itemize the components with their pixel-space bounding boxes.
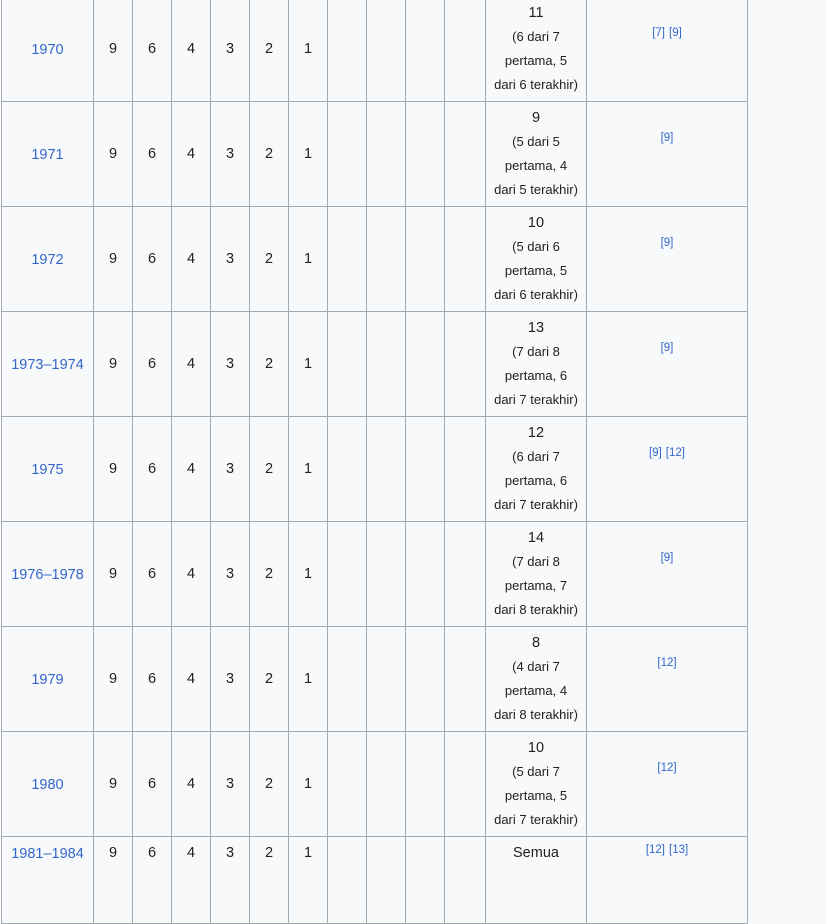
table-row [2,207,826,312]
empty-points-cell [367,207,406,312]
season-cell [2,837,94,924]
points-cell-position-4: 3 [211,417,250,522]
points-cell-position-1: 9 [94,522,133,627]
races-counted-detail: (5 dari 5 pertama, 4 dari 5 terakhir) [494,134,578,197]
points-cell-position-2: 6 [133,207,172,312]
races-counted-detail: (7 dari 8 pertama, 6 dari 7 terakhir) [494,344,578,407]
citation-link[interactable]: [7] [652,27,665,39]
races-counted-cell [486,0,587,102]
points-cell-position-2: 6 [133,102,172,207]
races-counted-detail: (6 dari 7 pertama, 5 dari 6 terakhir) [494,29,578,92]
season-link[interactable]: 1972 [31,251,64,268]
empty-points-cell [328,837,367,924]
citation-link[interactable]: [9] [660,237,674,249]
empty-points-cell [367,522,406,627]
points-cell-position-6: 1 [289,627,328,732]
races-counted-value: 13 [527,320,545,336]
races-counted-value: 8 [531,635,541,651]
references-cell [587,0,748,102]
citation-link[interactable]: [12] [645,844,665,856]
season-cell [2,0,94,102]
points-cell-position-4: 3 [211,732,250,837]
table-row [2,312,826,417]
empty-points-cell [328,522,367,627]
empty-points-cell [328,417,367,522]
points-cell-position-6: 1 [289,312,328,417]
points-cell-position-2: 6 [133,522,172,627]
points-cell-position-3: 4 [172,417,211,522]
citation-link[interactable]: [12] [657,657,677,669]
references-cell [587,102,748,207]
points-cell-position-5: 2 [250,207,289,312]
points-cell-position-6: 1 [289,207,328,312]
table-row [2,522,826,627]
races-counted-cell [486,312,587,417]
season-link[interactable]: 1981–1984 [11,846,84,862]
empty-points-cell [328,627,367,732]
table-row [2,837,826,924]
citation-link[interactable]: [12] [657,762,677,774]
points-cell-position-3: 4 [172,522,211,627]
empty-points-cell [406,417,445,522]
empty-points-cell [406,522,445,627]
points-cell-position-2: 6 [133,627,172,732]
points-cell-position-4: 3 [211,312,250,417]
table-row [2,732,826,837]
empty-points-cell [328,0,367,102]
empty-points-cell [445,522,486,627]
races-counted-value: 9 [531,110,541,126]
races-counted-detail: (7 dari 8 pertama, 7 dari 8 terakhir) [494,554,578,617]
points-cell-position-3: 4 [172,627,211,732]
empty-points-cell [445,627,486,732]
season-link[interactable]: 1970 [31,41,64,58]
season-cell [2,627,94,732]
points-cell-position-6: 1 [289,522,328,627]
points-cell-position-5: 2 [250,732,289,837]
season-cell [2,732,94,837]
empty-points-cell [406,207,445,312]
races-counted-cell [486,522,587,627]
table-row [2,417,826,522]
season-link[interactable]: 1976–1978 [11,566,84,583]
races-counted-value: 12 [527,425,545,441]
empty-points-cell [328,732,367,837]
empty-points-cell [406,312,445,417]
points-cell-position-1: 9 [94,0,133,102]
empty-points-cell [406,837,445,924]
season-link[interactable]: 1971 [31,146,64,163]
points-cell-position-1: 9 [94,207,133,312]
points-cell-position-5: 2 [250,312,289,417]
points-cell-position-1: 9 [94,102,133,207]
empty-points-cell [445,732,486,837]
season-link[interactable]: 1973–1974 [11,356,84,373]
points-cell-position-4: 3 [211,837,250,924]
points-cell-position-2: 6 [133,837,172,924]
points-cell-position-1: 9 [94,732,133,837]
season-cell [2,102,94,207]
points-cell-position-4: 3 [211,0,250,102]
races-counted-value: 10 [527,740,545,756]
season-cell [2,522,94,627]
races-counted-cell [486,627,587,732]
races-counted-cell [486,417,587,522]
empty-points-cell [367,102,406,207]
races-counted-detail: (4 dari 7 pertama, 4 dari 8 terakhir) [494,659,578,722]
references-cell [587,732,748,837]
points-cell-position-1: 9 [94,312,133,417]
citation-link[interactable]: [9] [669,27,682,39]
empty-points-cell [367,837,406,924]
empty-points-cell [445,837,486,924]
empty-points-cell [367,0,406,102]
points-cell-position-6: 1 [289,837,328,924]
citation-link[interactable]: [9] [660,132,674,144]
references-cell [587,312,748,417]
citation-link[interactable]: [9] [649,447,662,459]
empty-points-cell [406,0,445,102]
season-cell [2,417,94,522]
empty-points-cell [445,0,486,102]
points-cell-position-3: 4 [172,0,211,102]
citation-link[interactable]: [13] [669,844,689,856]
citation-link[interactable]: [12] [665,447,685,459]
empty-points-cell [328,312,367,417]
points-cell-position-3: 4 [172,312,211,417]
empty-points-cell [367,417,406,522]
races-counted-detail: (5 dari 7 pertama, 5 dari 7 terakhir) [494,764,578,827]
races-counted-cell [486,732,587,837]
table-body [2,0,826,924]
empty-points-cell [445,312,486,417]
points-cell-position-2: 6 [133,0,172,102]
empty-points-cell [445,207,486,312]
table-row [2,627,826,732]
empty-points-cell [406,102,445,207]
empty-points-cell [406,627,445,732]
points-cell-position-4: 3 [211,102,250,207]
references-cell [587,522,748,627]
season-link[interactable]: 1975 [31,461,64,478]
empty-points-cell [328,102,367,207]
points-cell-position-6: 1 [289,417,328,522]
points-cell-position-5: 2 [250,627,289,732]
points-cell-position-4: 3 [211,522,250,627]
references-cell [587,837,748,924]
season-link[interactable]: 1980 [31,776,64,793]
season-cell [2,207,94,312]
points-cell-position-3: 4 [172,732,211,837]
empty-points-cell [367,732,406,837]
citation-link[interactable]: [9] [660,342,674,354]
empty-points-cell [328,207,367,312]
points-cell-position-5: 2 [250,837,289,924]
points-system-table [1,0,826,924]
points-cell-position-5: 2 [250,417,289,522]
empty-points-cell [406,732,445,837]
citation-link[interactable]: [9] [660,552,674,564]
points-cell-position-2: 6 [133,312,172,417]
empty-points-cell [367,312,406,417]
races-counted-value: 14 [527,530,545,546]
points-cell-position-5: 2 [250,102,289,207]
points-cell-position-3: 4 [172,102,211,207]
points-cell-position-1: 9 [94,837,133,924]
references-cell [587,207,748,312]
races-counted-detail: (6 dari 7 pertama, 6 dari 7 terakhir) [494,449,578,512]
points-cell-position-3: 4 [172,207,211,312]
points-cell-position-1: 9 [94,417,133,522]
points-cell-position-2: 6 [133,732,172,837]
points-cell-position-6: 1 [289,732,328,837]
empty-points-cell [445,102,486,207]
table-row [2,0,826,102]
season-cell [2,312,94,417]
points-cell-position-4: 3 [211,207,250,312]
points-cell-position-4: 3 [211,627,250,732]
points-cell-position-6: 1 [289,102,328,207]
season-link[interactable]: 1979 [31,671,64,688]
races-counted-value: 11 [528,5,544,21]
races-counted-cell [486,102,587,207]
references-cell [587,627,748,732]
races-counted-cell [486,207,587,312]
table-row [2,102,826,207]
points-cell-position-3: 4 [172,837,211,924]
races-counted-cell [486,837,587,924]
races-counted-value: Semua [513,845,559,861]
points-cell-position-5: 2 [250,522,289,627]
points-cell-position-1: 9 [94,627,133,732]
points-cell-position-5: 2 [250,0,289,102]
points-cell-position-2: 6 [133,417,172,522]
races-counted-detail: (5 dari 6 pertama, 5 dari 6 terakhir) [494,239,578,302]
races-counted-value: 10 [527,215,545,231]
empty-points-cell [445,417,486,522]
references-cell [587,417,748,522]
points-cell-position-6: 1 [289,0,328,102]
empty-points-cell [367,627,406,732]
